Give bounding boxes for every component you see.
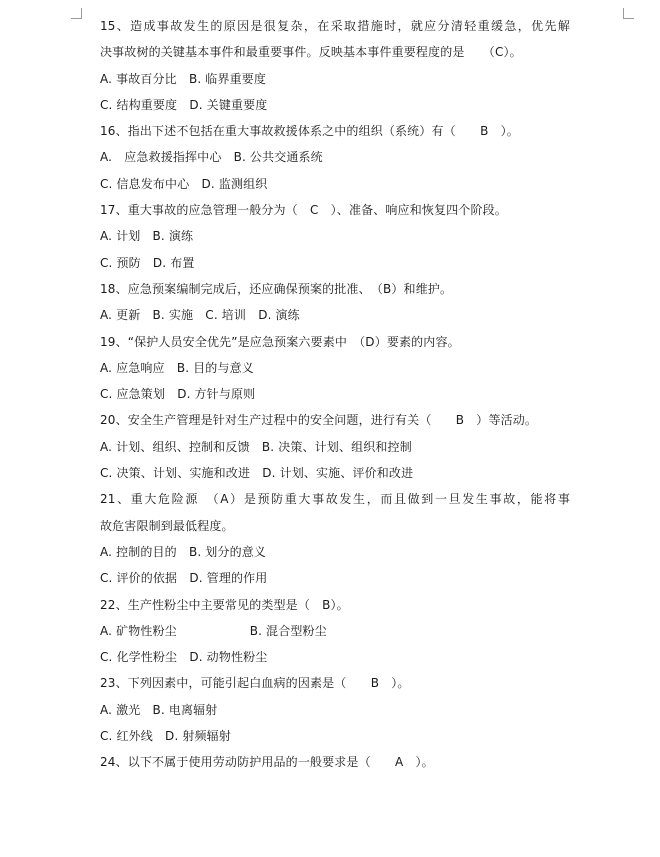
text-line: 17、重大事故的应急管理一般分为（ C ）、准备、响应和恢复四个阶段。 [100, 203, 507, 218]
text-line: C. 预防 D. 布置 [100, 255, 195, 270]
text-line: C. 评价的依据 D. 管理的作用 [100, 571, 268, 586]
text-line: C. 决策、计划、实施和改进 D. 计划、实施、评价和改进 [100, 466, 414, 481]
text-line: C. 结构重要度 D. 关键重要度 [100, 97, 268, 112]
text-line: A. 事故百分比 B. 临界重要度 [100, 71, 267, 86]
text-line: C. 化学性粉尘 D. 动物性粉尘 [100, 650, 268, 665]
text-line: 21、重大危险源 （A）是预防重大事故发生，而且做到一旦发生事故，能将事 [100, 492, 570, 507]
text-line: 16、指出下述不包括在重大事故救援体系之中的组织（系统）有（ B ）。 [100, 124, 519, 139]
question-text-body [100, 13, 570, 776]
text-line: 22、生产性粉尘中主要常见的类型是（ B）。 [100, 597, 349, 612]
text-line: C. 应急策划 D. 方针与原则 [100, 387, 256, 402]
text-line: A. 计划 B. 演练 [100, 229, 194, 244]
text-line: A. 矿物性粉尘 B. 混合型粉尘 [100, 623, 327, 638]
margin-corner-mark-left [71, 8, 82, 19]
text-line: 20、安全生产管理是针对生产过程中的安全问题，进行有关（ B ）等活动。 [100, 413, 538, 428]
text-line: C. 红外线 D. 射频辐射 [100, 729, 231, 744]
text-line: A. 应急响应 B. 目的与意义 [100, 360, 254, 375]
text-line: 23、下列因素中，可能引起白血病的因素是（ B ）。 [100, 676, 410, 691]
text-line: 24、以下不属于使用劳动防护用品的一般要求是（ A ）。 [100, 755, 434, 770]
text-line: A. 控制的目的 B. 划分的意义 [100, 544, 267, 559]
text-line: A. 更新 B. 实施 C. 培训 D. 演练 [100, 308, 300, 323]
margin-corner-mark-right [623, 8, 634, 19]
text-line: A. 应急救援指挥中心 B. 公共交通系统 [100, 150, 323, 165]
text-line: C. 信息发布中心 D. 监测组织 [100, 176, 268, 191]
text-line: 15、造成事故发生的原因是很复杂，在采取措施时，就应分清轻重缓急，优先解 [100, 19, 570, 33]
text-line: 决事故树的关键基本事件和最重要事件。反映基本事件重要程度的是 （C）。 [100, 45, 522, 60]
text-line: 18、应急预案编制完成后，还应确保预案的批准、 （B）和维护。 [100, 281, 453, 296]
text-line: 故危害限制到最低程度。 [100, 518, 234, 533]
text-line: A. 激光 B. 电离辐射 [100, 702, 218, 717]
text-line: 19、“保护人员安全优先”是应急预案六要素中 （D）要素的内容。 [100, 334, 460, 349]
text-line: A. 计划、组织、控制和反馈 B. 决策、计划、组织和控制 [100, 439, 412, 454]
